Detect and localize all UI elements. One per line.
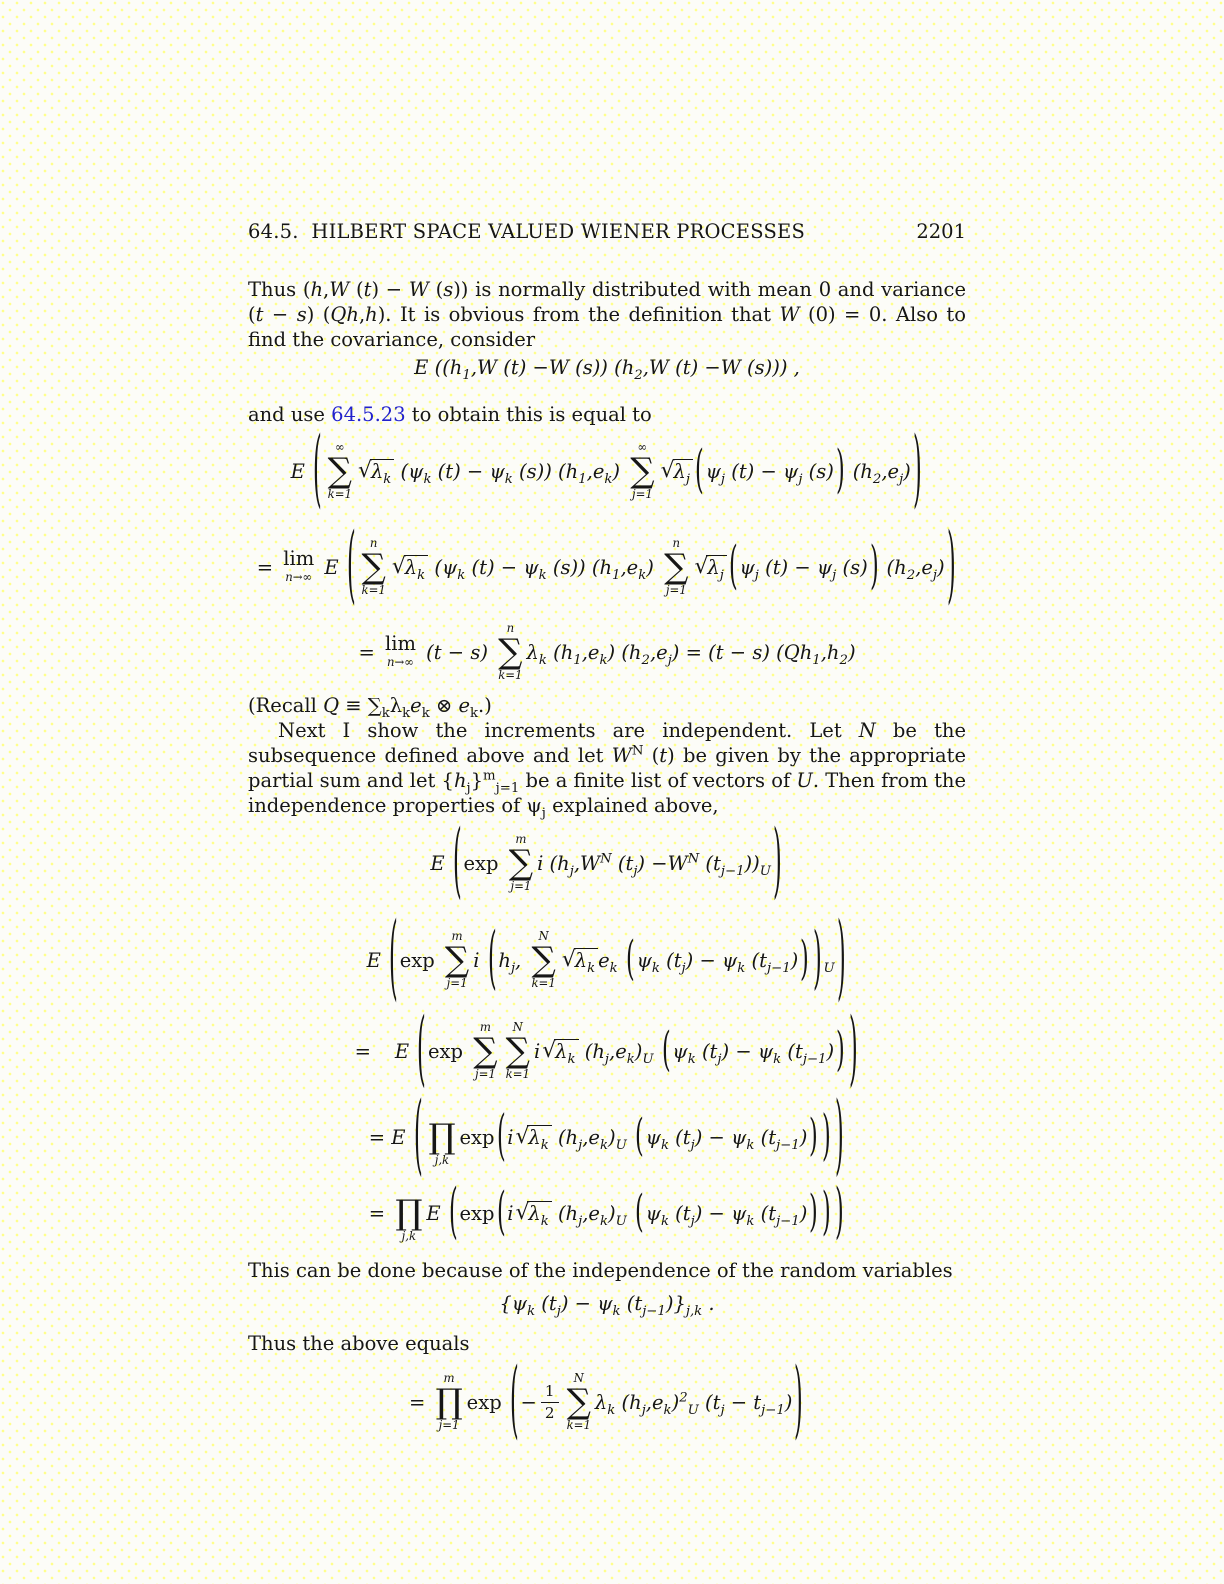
page-content <box>248 220 966 1448</box>
equation-covariance: E (($h_1,W$ (t) −W (s)) ($h_2,W$ (t) −W (s))) , <box>414 355 800 383</box>
equation-product-inside-E: = E ( ∏ j,k exp ( i √ $\lambda_k$ $(h_j,e_k)_U$ ( $\psi_k$ $(t_j) - \psi_k$ $(t_{j-1})$ ) ) ) <box>368 1086 844 1187</box>
equation-product-outside-E: = ∏ j,k E ( exp ( i √ $\lambda_k$ $(h_j,e_k)_U$ ( $\psi_k$ $(t_j) - \psi_k$ $(t_{j-1})$ ) ) ) <box>368 1178 844 1247</box>
equation-char-function: E ( exp m ∑ j=1 i ($h_j,W^N$ $(t_j) -W^N$ $(t_{j-1}))_U$ ) <box>430 816 782 910</box>
section-title: 64.5. HILBERT SPACE VALUED WIENER PROCESSES <box>248 220 805 243</box>
page-number: 2201 <box>916 220 966 243</box>
paragraph-and-use <box>248 402 966 427</box>
paragraph-independence: This can be done because of the independence of the random variables <box>248 1259 953 1282</box>
paragraph-thus-above: Thus the above equals <box>248 1332 470 1355</box>
text-before-link: and use <box>248 403 332 426</box>
text-after-link: to obtain this is equal to <box>405 403 652 426</box>
equation-random-variables: {$\psi_k$ $(t_j) - \psi_k$ $(t_{j-1})\}_{j,k}$ . <box>499 1291 715 1319</box>
running-header <box>248 220 966 243</box>
reference-link[interactable]: 64.5.23 <box>331 403 406 426</box>
paragraph-increments: Next I show the increments are independent. Let N be the subsequence defined above and let $W^N$ (t) be given by the appropriate partial sum and let $\{h_j\}^m_{j=1}$ be a finite list of vectors of U. Then from the independence properties of $\psi_j$ explained above, <box>248 719 967 821</box>
paragraph-variance: Thus (h,W (t) − W (s)) is normally distributed with mean 0 and variance (t − s) (Qh,h). It is obvious from the definition that W (0) = 0. Also to find the covariance, consider <box>248 278 967 351</box>
equation-infinite-sums: E ( ∞ ∑ k=1 √ $\lambda_k$ ($\psi_k$ $(t) - \psi_k$ (s)) $(h_1,e_k)$ ∞ ∑ j=1 √ $\lambda_j$ ( $\psi_j$ $(t) - \psi_j$ (s) ) $(h_2,e_j)$ ) <box>290 422 922 519</box>
equation-final-product: = m ∏ j=1 exp ( − $\frac{1}{2}$ N ∑ k=1 $\lambda_k$ $(h_j,e_k)^2_U$ $(t_j - t_{j-1})$ ) <box>408 1353 804 1450</box>
equation-limit-sums: = lim n→∞ E ( n ∑ k=1 √ $\lambda_k$ ($\psi_k$ $(t) - \psi_k$ (s)) $(h_1,e_k)$ n ∑ j=1 √ $\lambda_j$ ( $\psi_j$ $(t) - \psi_j$ (s) ) $(h_2,e_j)$ ) <box>256 518 956 615</box>
equation-char-function-expanded: E ( exp m ∑ j=1 i ( $h_j$, N ∑ k=1 √ $\lambda_k$ $e_k$ ( $\psi_k$ $(t_j) - \psi_k$ $(t_{j-1})$ ) ) $_U$ ) <box>366 906 846 1013</box>
paragraph-recall: (Recall $Q \equiv \sum_k\lambda_ke_k$ ⊗ $e_k$.) <box>248 694 492 721</box>
equation-double-sum: = E ( exp m ∑ j=1 N ∑ k=1 i √ $\lambda_k$ $(h_j,e_k)_U$ ( $\psi_k$ $(t_j) - \psi_k$ $(t_{j-1})$ ) ) <box>354 1004 858 1098</box>
equation-limit-result: = lim n→∞ (t − s) n ∑ k=1 $\lambda_k$ $(h_1,e_k) (h_2,e_j) = (t - s)$ $(Qh_1,h_2)$ <box>358 621 856 683</box>
